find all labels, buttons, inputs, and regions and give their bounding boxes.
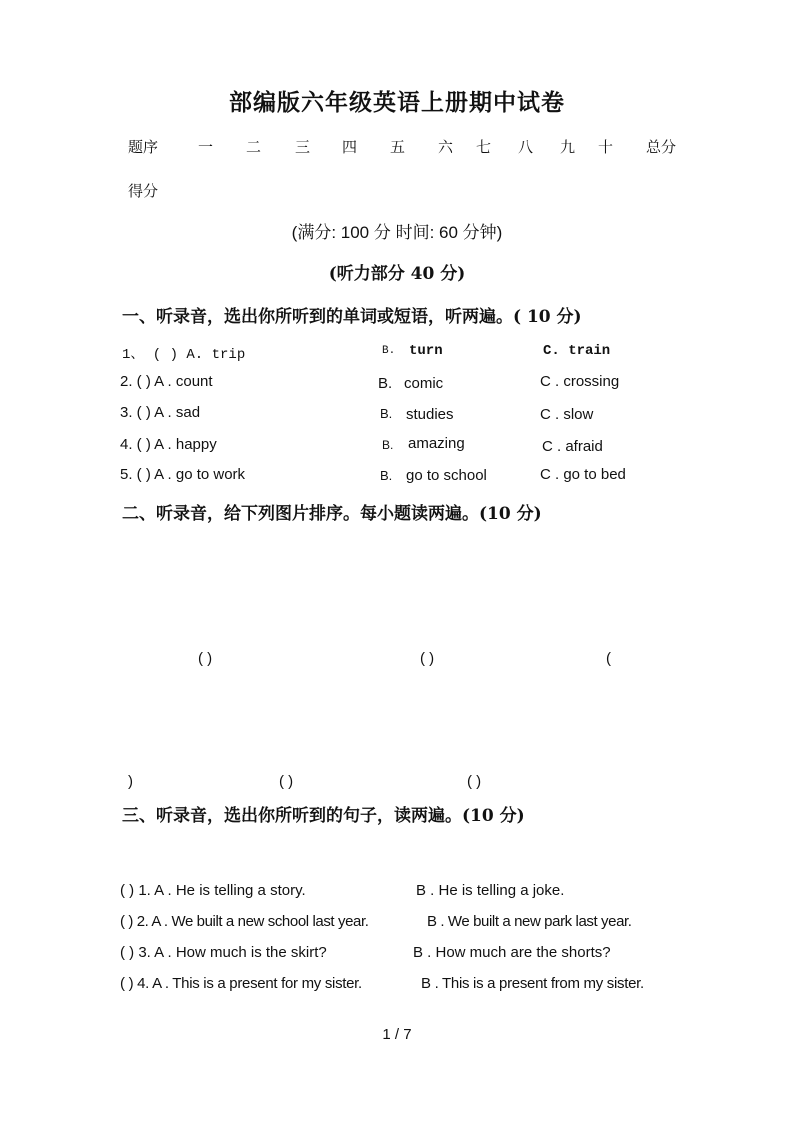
s1-q1-b: turn: [409, 343, 443, 359]
s1-q3-c: C . slow: [540, 406, 594, 423]
s1-q3-stem: 3. ( ) A . sad: [120, 404, 201, 421]
s1-q3-b: studies: [406, 406, 454, 423]
s3-q3-b: B . How much are the shorts?: [413, 944, 611, 961]
score-col-6: 六: [438, 138, 454, 156]
s1-q5-stem: 5. ( ) A . go to work: [120, 466, 246, 483]
s1-q4-stem: 4. ( ) A . happy: [120, 436, 217, 453]
s1-q2-b: comic: [404, 375, 444, 392]
s1-q2-c: C . crossing: [540, 373, 620, 390]
score-col-5: 五: [390, 138, 406, 156]
s3-q3-stem: ( ) 3. A . How much is the skirt?: [120, 944, 327, 961]
s1-q4-b-label: B.: [382, 438, 394, 452]
section3-heading: 三、听录音，选出你所听到的句子，读两遍。(10 分): [122, 806, 525, 826]
s1-q2-b-label: B.: [378, 375, 393, 392]
s3-q4-b: B . This is a present from my sister.: [421, 975, 644, 992]
s3-q1-b: B . He is telling a joke.: [416, 882, 565, 899]
score-table-header-label: 题序: [128, 138, 159, 156]
s3-q4-stem: ( ) 4. A . This is a present for my sister.: [120, 975, 362, 992]
s2-blank-3-close: ): [128, 773, 133, 790]
score-col-4: 四: [342, 138, 358, 156]
s2-blank-1: ( ): [198, 650, 213, 667]
s2-blank-4: ( ): [279, 773, 294, 790]
score-col-7: 七: [476, 138, 492, 156]
s1-q5-b-label: B.: [380, 468, 393, 483]
score-col-10: 十: [598, 138, 614, 156]
s1-q5-c: C . go to bed: [540, 466, 626, 483]
score-total-label: 总分: [646, 138, 677, 156]
s3-q2-stem: ( ) 2. A . We built a new school last year.: [120, 913, 369, 930]
listening-part-label: (听力部分 40 分): [328, 264, 466, 284]
page-number: 1 / 7: [382, 1026, 412, 1043]
s1-q4-b: amazing: [408, 435, 465, 452]
page-title: 部编版六年级英语上册期中试卷: [229, 89, 565, 116]
exam-info: (满分: 100 分 时间: 60 分钟): [291, 223, 503, 242]
s1-q4-c: C . afraid: [542, 438, 603, 455]
s1-q1-c: C. train: [543, 343, 611, 359]
score-col-8: 八: [518, 138, 534, 156]
score-row-label: 得分: [128, 182, 159, 200]
score-col-9: 九: [560, 138, 576, 156]
s1-q5-b: go to school: [406, 467, 487, 484]
section1-heading: 一、听录音，选出你所听到的单词或短语，听两遍。( 10 分): [122, 307, 582, 327]
s2-blank-3-open: (: [606, 650, 611, 667]
s2-blank-2: ( ): [420, 650, 435, 667]
s1-q3-b-label: B.: [380, 406, 393, 421]
score-col-1: 一: [198, 138, 214, 156]
section2-heading: 二、听录音，给下列图片排序。每小题读两遍。(10 分): [122, 504, 542, 524]
s1-q1-stem: 1、 ( ) A. trip: [122, 347, 246, 363]
s1-q2-stem: 2. ( ) A . count: [120, 373, 213, 390]
s3-q2-b: B . We built a new park last year.: [427, 913, 632, 930]
s2-blank-5: ( ): [467, 773, 482, 790]
s3-q1-stem: ( ) 1. A . He is telling a story.: [120, 882, 306, 899]
s1-q1-b-label: B.: [382, 345, 396, 357]
score-col-2: 二: [246, 138, 262, 156]
score-col-3: 三: [295, 138, 311, 156]
